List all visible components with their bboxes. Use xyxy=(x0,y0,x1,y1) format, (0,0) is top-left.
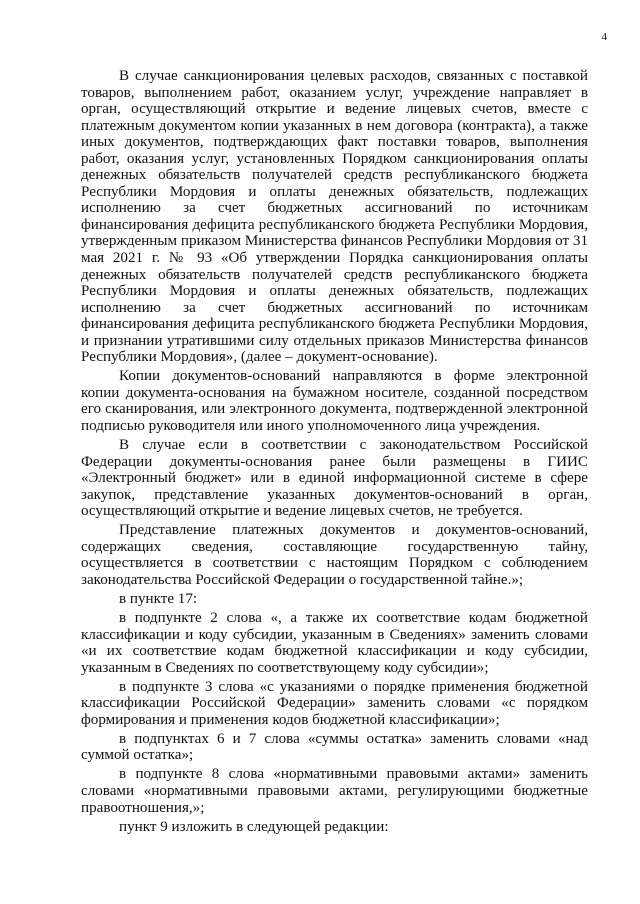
paragraph-state-secret: Представление платежных документов и документов-оснований, содержащих сведения, составляющие государственную тайну, осуществляется в соответствии с настоящим Порядком с соблюдением законодательства Российской Федерации о государственной тайне.»; xyxy=(81,522,588,588)
paragraph-subpoint-8: в подпункте 8 слова «нормативными правовыми актами» заменить словами «нормативными правовыми актами, регулирующими бюджетные правоотношения,»; xyxy=(81,766,588,816)
paragraph-subpoints-6-7: в подпунктах 6 и 7 слова «суммы остатка» заменить словами «над суммой остатка»; xyxy=(81,730,588,764)
document-body xyxy=(81,68,588,835)
paragraph-sanctioning-expenses: В случае санкционирования целевых расходов, связанных с поставкой товаров, выполнением работ, оказанием услуг, учреждение направляет в орган, осуществляющий открытие и ведение лицевых счетов, вместе с платежным документом копии указанных в нем договора (контракта), а также иных документов, подтверждающих факт поставки товаров, выполнения работ, оказания услуг, установленных Порядком санкционирования оплаты денежных обязательств получателей средств республиканского бюджета Республики Мордовия и оплаты денежных обязательств, подлежащих исполнению за счет бюджетных ассигнований по источникам финансирования дефицита республиканского бюджета Республики Мордовия, утвержденным приказом Министерства финансов Республики Мордовия от 31 мая 2021 г. № 93 «Об утверждении Порядка санкционирования оплаты денежных обязательств получателей средств республиканского бюджета Республики Мордовия и оплаты денежных обязательств, подлежащих исполнению за счет бюджетных ассигнований по источникам финансирования дефицита республиканского бюджета Республики Мордовия, и признании утратившими силу отдельных приказов Министерства финансов Республики Мордовия», (далее – документ-основание). xyxy=(81,68,588,366)
paragraph-point-9: пункт 9 изложить в следующей редакции: xyxy=(119,818,389,835)
page-number: 4 xyxy=(601,31,607,43)
paragraph-point-17: в пункте 17: xyxy=(119,590,198,607)
paragraph-subpoint-2: в подпункте 2 слова «, а также их соответствие кодам бюджетной классификации и коду субсидии, указанным в Сведениях» заменить словами «и их соответствие кодам бюджетной классификации и коду субсидии, указанным в Сведениях по соответствующему коду субсидии»; xyxy=(81,610,588,676)
paragraph-previously-posted-documents: В случае если в соответствии с законодательством Российской Федерации документы-основания ранее были размещены в ГИИС «Электронный бюджет» или в единой информационной системе в сфере закупок, представление указанных документов-оснований в орган, осуществляющий открытие и ведение лицевых счетов, не требуется. xyxy=(81,437,588,520)
paragraph-subpoint-3: в подпункте 3 слова «с указаниями о порядке применения бюджетной классификации Российской Федерации» заменить словами «с порядком формирования и применения кодов бюджетной классификации»; xyxy=(81,678,588,728)
paragraph-electronic-copies: Копии документов-оснований направляются в форме электронной копии документа-основания на бумажном носителе, созданной посредством его сканирования, или электронного документа, подтвержденной электронной подписью руководителя или иного уполномоченного лица учреждения. xyxy=(81,368,588,434)
